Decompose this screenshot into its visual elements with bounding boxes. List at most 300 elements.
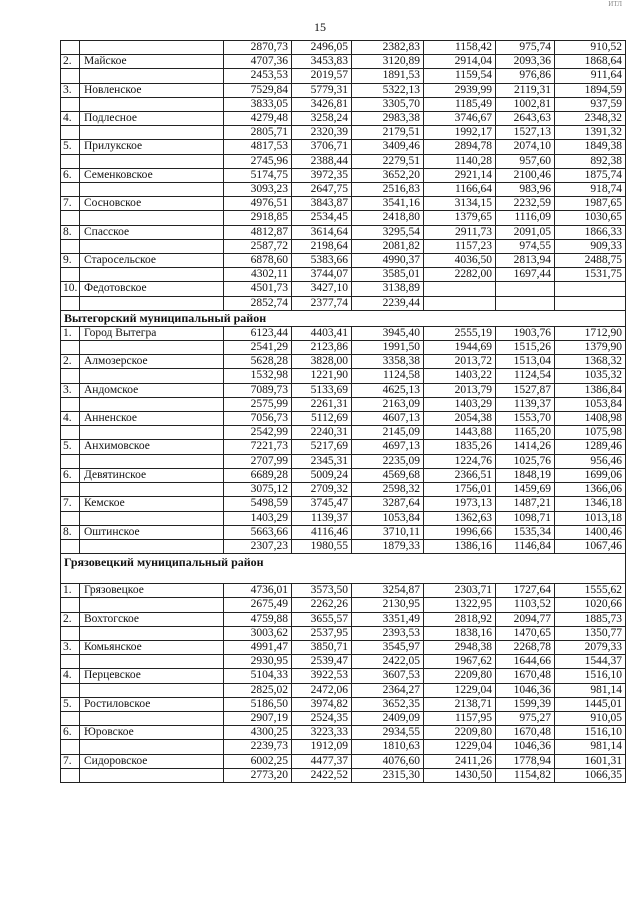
value-cell: 3655,57 (292, 612, 352, 626)
value-cell: 1002,81 (496, 97, 555, 111)
value-cell: 2013,72 (424, 355, 496, 369)
value-cell: 1103,52 (496, 598, 555, 612)
table-row (61, 397, 626, 411)
value-cell: 3358,38 (352, 355, 424, 369)
value-cell: 5628,28 (224, 355, 292, 369)
value-cell: 1885,73 (555, 612, 626, 626)
value-cell: 1224,76 (424, 454, 496, 468)
value-cell: 2472,06 (292, 683, 352, 697)
value-cell: 1066,35 (555, 768, 626, 782)
value-cell: 2179,51 (352, 126, 424, 140)
value-cell: 2209,80 (424, 726, 496, 740)
value-cell: 4812,87 (224, 225, 292, 239)
table-row (61, 412, 626, 426)
value-cell (496, 282, 555, 296)
row-number (61, 397, 80, 411)
table-row (61, 83, 626, 97)
settlement-name (80, 41, 224, 55)
settlement-name: Комьянское (80, 640, 224, 654)
settlement-name: Сидоровское (80, 754, 224, 768)
row-number (61, 655, 80, 669)
value-cell: 2232,59 (496, 197, 555, 211)
value-cell: 909,33 (555, 239, 626, 253)
value-cell: 3075,12 (224, 483, 292, 497)
value-cell (424, 282, 496, 296)
settlement-name (80, 711, 224, 725)
value-cell: 2918,85 (224, 211, 292, 225)
value-cell: 5663,66 (224, 525, 292, 539)
value-cell: 3652,35 (352, 697, 424, 711)
value-cell: 2393,53 (352, 626, 424, 640)
value-cell: 1025,76 (496, 454, 555, 468)
settlement-name: Новленское (80, 83, 224, 97)
value-cell: 2934,55 (352, 726, 424, 740)
value-cell: 1408,98 (555, 412, 626, 426)
table-row (61, 369, 626, 383)
value-cell: 1430,50 (424, 768, 496, 782)
value-cell: 3409,46 (352, 140, 424, 154)
settlement-name (80, 768, 224, 782)
value-cell: 5498,59 (224, 497, 292, 511)
value-cell: 1848,19 (496, 468, 555, 482)
row-number (61, 183, 80, 197)
row-number: 7. (61, 754, 80, 768)
value-cell: 2555,19 (424, 326, 496, 340)
table-row (61, 41, 626, 55)
value-cell: 1030,65 (555, 211, 626, 225)
value-cell: 1513,04 (496, 355, 555, 369)
value-cell: 3850,71 (292, 640, 352, 654)
value-cell: 1470,65 (496, 626, 555, 640)
row-number: 7. (61, 197, 80, 211)
row-number: 6. (61, 168, 80, 182)
value-cell: 1727,64 (496, 584, 555, 598)
value-cell: 4076,60 (352, 754, 424, 768)
settlement-name: Оштинское (80, 525, 224, 539)
value-cell: 1778,94 (496, 754, 555, 768)
value-cell: 1670,48 (496, 669, 555, 683)
value-cell: 4036,50 (424, 254, 496, 268)
table-row (61, 683, 626, 697)
value-cell: 1185,49 (424, 97, 496, 111)
value-cell: 3453,83 (292, 55, 352, 69)
value-cell: 3745,47 (292, 497, 352, 511)
value-cell: 4279,48 (224, 112, 292, 126)
settlement-name (80, 740, 224, 754)
value-cell: 2411,26 (424, 754, 496, 768)
value-cell: 1670,48 (496, 726, 555, 740)
value-cell: 3828,00 (292, 355, 352, 369)
value-cell: 2870,73 (224, 41, 292, 55)
value-cell: 2081,82 (352, 239, 424, 253)
settlement-name (80, 268, 224, 282)
settlement-name: Прилукское (80, 140, 224, 154)
value-cell: 1527,13 (496, 126, 555, 140)
table-row (61, 282, 626, 296)
value-cell: 1555,62 (555, 584, 626, 598)
value-cell: 2119,31 (496, 83, 555, 97)
value-cell: 1400,46 (555, 525, 626, 539)
value-cell: 2094,77 (496, 612, 555, 626)
value-cell: 1903,76 (496, 326, 555, 340)
row-number: 4. (61, 112, 80, 126)
value-cell: 1362,63 (424, 511, 496, 525)
value-cell: 4759,88 (224, 612, 292, 626)
row-number (61, 97, 80, 111)
row-number (61, 296, 80, 310)
value-cell: 910,52 (555, 41, 626, 55)
row-number (61, 369, 80, 383)
row-number (61, 539, 80, 553)
table-row (61, 97, 626, 111)
table-row (61, 697, 626, 711)
value-cell: 2123,86 (292, 341, 352, 355)
value-cell: 975,74 (496, 41, 555, 55)
settlement-name: Семенковское (80, 168, 224, 182)
table-row (61, 69, 626, 83)
value-cell: 2261,31 (292, 397, 352, 411)
value-cell: 1146,84 (496, 539, 555, 553)
value-cell: 3003,62 (224, 626, 292, 640)
table-row (61, 183, 626, 197)
settlement-name: Старосельское (80, 254, 224, 268)
table-row (61, 754, 626, 768)
value-cell: 1098,71 (496, 511, 555, 525)
value-cell: 1891,53 (352, 69, 424, 83)
value-cell: 2921,14 (424, 168, 496, 182)
value-cell: 2647,75 (292, 183, 352, 197)
value-cell: 1368,32 (555, 355, 626, 369)
settlement-name (80, 426, 224, 440)
value-cell: 2409,09 (352, 711, 424, 725)
value-cell: 1221,90 (292, 369, 352, 383)
value-cell: 1229,04 (424, 740, 496, 754)
settlement-name: Юровское (80, 726, 224, 740)
value-cell: 2542,99 (224, 426, 292, 440)
row-number: 2. (61, 355, 80, 369)
value-cell: 4976,51 (224, 197, 292, 211)
section-heading: Вытегорский муниципальный район (61, 310, 626, 326)
value-cell: 5009,24 (292, 468, 352, 482)
value-cell: 3710,11 (352, 525, 424, 539)
value-cell: 956,46 (555, 454, 626, 468)
value-cell: 3138,89 (352, 282, 424, 296)
value-cell: 5174,75 (224, 168, 292, 182)
value-cell: 1601,31 (555, 754, 626, 768)
value-cell: 2537,95 (292, 626, 352, 640)
value-cell: 2054,38 (424, 412, 496, 426)
value-cell: 1894,59 (555, 83, 626, 97)
value-cell: 1165,20 (496, 426, 555, 440)
value-cell: 2303,71 (424, 584, 496, 598)
value-cell: 1350,77 (555, 626, 626, 640)
value-cell: 3843,87 (292, 197, 352, 211)
value-cell: 2279,51 (352, 154, 424, 168)
row-number: 4. (61, 412, 80, 426)
tariff-table-container (60, 40, 625, 783)
value-cell: 1553,70 (496, 412, 555, 426)
row-number (61, 126, 80, 140)
value-cell: 2268,78 (496, 640, 555, 654)
table-row (61, 326, 626, 340)
value-cell: 2418,80 (352, 211, 424, 225)
value-cell: 1414,26 (496, 440, 555, 454)
value-cell: 4707,36 (224, 55, 292, 69)
table-row (61, 539, 626, 553)
value-cell: 2587,72 (224, 239, 292, 253)
settlement-name (80, 539, 224, 553)
value-cell: 3426,81 (292, 97, 352, 111)
table-row (61, 584, 626, 598)
value-cell: 3922,53 (292, 669, 352, 683)
value-cell: 1157,23 (424, 239, 496, 253)
row-number: 8. (61, 525, 80, 539)
value-cell: 7529,84 (224, 83, 292, 97)
value-cell: 4477,37 (292, 754, 352, 768)
value-cell: 3258,24 (292, 112, 352, 126)
value-cell (496, 296, 555, 310)
value-cell: 2093,36 (496, 55, 555, 69)
value-cell: 3972,35 (292, 168, 352, 182)
value-cell: 1443,88 (424, 426, 496, 440)
value-cell: 2541,29 (224, 341, 292, 355)
value-cell: 2948,38 (424, 640, 496, 654)
value-cell: 1532,98 (224, 369, 292, 383)
row-number: 10. (61, 282, 80, 296)
value-cell: 3545,97 (352, 640, 424, 654)
value-cell: 2983,38 (352, 112, 424, 126)
value-cell: 957,60 (496, 154, 555, 168)
value-cell: 981,14 (555, 683, 626, 697)
row-number (61, 268, 80, 282)
value-cell: 3746,67 (424, 112, 496, 126)
value-cell: 2745,96 (224, 154, 292, 168)
value-cell: 1835,26 (424, 440, 496, 454)
value-cell: 4625,13 (352, 383, 424, 397)
value-cell: 2453,53 (224, 69, 292, 83)
value-cell: 2348,32 (555, 112, 626, 126)
value-cell: 7056,73 (224, 412, 292, 426)
table-row (61, 612, 626, 626)
value-cell: 1527,87 (496, 383, 555, 397)
value-cell: 1868,64 (555, 55, 626, 69)
settlement-name: Спасское (80, 225, 224, 239)
value-cell: 3093,23 (224, 183, 292, 197)
value-cell: 5383,66 (292, 254, 352, 268)
settlement-name (80, 239, 224, 253)
value-cell: 2091,05 (496, 225, 555, 239)
value-cell: 1875,74 (555, 168, 626, 182)
value-cell: 2307,23 (224, 539, 292, 553)
table-row (61, 154, 626, 168)
value-cell: 2598,32 (352, 483, 424, 497)
value-cell: 4403,41 (292, 326, 352, 340)
row-number: 3. (61, 640, 80, 654)
value-cell: 1403,29 (224, 511, 292, 525)
table-row (61, 296, 626, 310)
value-cell: 1124,58 (352, 369, 424, 383)
table-row (61, 454, 626, 468)
value-cell: 2939,99 (424, 83, 496, 97)
table-row (61, 497, 626, 511)
value-cell: 3573,50 (292, 584, 352, 598)
settlement-name (80, 626, 224, 640)
value-cell: 2282,00 (424, 268, 496, 282)
value-cell: 1866,33 (555, 225, 626, 239)
value-cell: 2894,78 (424, 140, 496, 154)
settlement-name: Федотовское (80, 282, 224, 296)
value-cell: 1366,06 (555, 483, 626, 497)
value-cell: 3254,87 (352, 584, 424, 598)
value-cell: 1229,04 (424, 683, 496, 697)
value-cell: 4991,47 (224, 640, 292, 654)
table-row (61, 341, 626, 355)
table-row (61, 640, 626, 654)
table-row (61, 711, 626, 725)
value-cell: 1035,32 (555, 369, 626, 383)
value-cell: 7221,73 (224, 440, 292, 454)
value-cell: 2488,75 (555, 254, 626, 268)
row-number: 3. (61, 383, 80, 397)
settlement-name: Ростиловское (80, 697, 224, 711)
value-cell: 4990,37 (352, 254, 424, 268)
value-cell: 4501,73 (224, 282, 292, 296)
value-cell: 2422,52 (292, 768, 352, 782)
value-cell: 1013,18 (555, 511, 626, 525)
value-cell: 2315,30 (352, 768, 424, 782)
table-row (61, 468, 626, 482)
value-cell: 2911,73 (424, 225, 496, 239)
value-cell: 3974,82 (292, 697, 352, 711)
value-cell: 3223,33 (292, 726, 352, 740)
settlement-name (80, 397, 224, 411)
value-cell: 1535,34 (496, 525, 555, 539)
value-cell: 2074,10 (496, 140, 555, 154)
value-cell: 1020,66 (555, 598, 626, 612)
value-cell: 1487,21 (496, 497, 555, 511)
row-number (61, 341, 80, 355)
value-cell: 2382,83 (352, 41, 424, 55)
value-cell: 892,38 (555, 154, 626, 168)
table-row (61, 239, 626, 253)
value-cell: 1157,95 (424, 711, 496, 725)
value-cell: 2825,02 (224, 683, 292, 697)
row-number: 7. (61, 497, 80, 511)
value-cell: 2240,31 (292, 426, 352, 440)
value-cell: 1053,84 (352, 511, 424, 525)
row-number (61, 41, 80, 55)
value-cell: 1403,22 (424, 369, 496, 383)
table-row (61, 355, 626, 369)
value-cell: 6689,28 (224, 468, 292, 482)
value-cell: 3652,20 (352, 168, 424, 182)
settlement-name: Анхимовское (80, 440, 224, 454)
value-cell: 1158,42 (424, 41, 496, 55)
value-cell: 6878,60 (224, 254, 292, 268)
table-row (61, 168, 626, 182)
value-cell: 2239,44 (352, 296, 424, 310)
value-cell: 1445,01 (555, 697, 626, 711)
value-cell: 2907,19 (224, 711, 292, 725)
value-cell: 3351,49 (352, 612, 424, 626)
tariff-table (60, 40, 626, 783)
settlement-name (80, 154, 224, 168)
value-cell: 7089,73 (224, 383, 292, 397)
row-number (61, 683, 80, 697)
table-row (61, 655, 626, 669)
value-cell: 2019,57 (292, 69, 352, 83)
value-cell: 1403,29 (424, 397, 496, 411)
value-cell: 1515,26 (496, 341, 555, 355)
table-row (61, 669, 626, 683)
settlement-name (80, 369, 224, 383)
value-cell: 1810,63 (352, 740, 424, 754)
row-number (61, 711, 80, 725)
table-row (61, 726, 626, 740)
settlement-name: Девятинское (80, 468, 224, 482)
settlement-name: Анненское (80, 412, 224, 426)
value-cell: 911,64 (555, 69, 626, 83)
table-row (61, 254, 626, 268)
value-cell: 1391,32 (555, 126, 626, 140)
value-cell: 1166,64 (424, 183, 496, 197)
value-cell: 1849,38 (555, 140, 626, 154)
value-cell: 3945,40 (352, 326, 424, 340)
table-row (61, 140, 626, 154)
settlement-name (80, 69, 224, 83)
value-cell: 5779,31 (292, 83, 352, 97)
value-cell: 2496,05 (292, 41, 352, 55)
settlement-name (80, 483, 224, 497)
row-number (61, 426, 80, 440)
row-number: 2. (61, 55, 80, 69)
value-cell: 2773,20 (224, 768, 292, 782)
value-cell: 2320,39 (292, 126, 352, 140)
value-cell: 1516,10 (555, 669, 626, 683)
value-cell: 2914,04 (424, 55, 496, 69)
value-cell: 2130,95 (352, 598, 424, 612)
settlement-name (80, 511, 224, 525)
value-cell: 2524,35 (292, 711, 352, 725)
value-cell: 2818,92 (424, 612, 496, 626)
row-number (61, 211, 80, 225)
value-cell: 1139,37 (496, 397, 555, 411)
value-cell: 1140,28 (424, 154, 496, 168)
settlement-name (80, 296, 224, 310)
value-cell: 2235,09 (352, 454, 424, 468)
settlement-name: Сосновское (80, 197, 224, 211)
row-number: 1. (61, 326, 80, 340)
value-cell: 1644,66 (496, 655, 555, 669)
value-cell: 2813,94 (496, 254, 555, 268)
value-cell: 1531,75 (555, 268, 626, 282)
value-cell: 1116,09 (496, 211, 555, 225)
settlement-name (80, 683, 224, 697)
value-cell: 1980,55 (292, 539, 352, 553)
row-number (61, 239, 80, 253)
value-cell: 4569,68 (352, 468, 424, 482)
value-cell: 1154,82 (496, 768, 555, 782)
table-row (61, 55, 626, 69)
settlement-name: Алмозерское (80, 355, 224, 369)
value-cell (555, 296, 626, 310)
value-cell: 3614,64 (292, 225, 352, 239)
settlement-name (80, 211, 224, 225)
value-cell: 3744,07 (292, 268, 352, 282)
value-cell: 2534,45 (292, 211, 352, 225)
value-cell: 910,05 (555, 711, 626, 725)
row-number (61, 483, 80, 497)
